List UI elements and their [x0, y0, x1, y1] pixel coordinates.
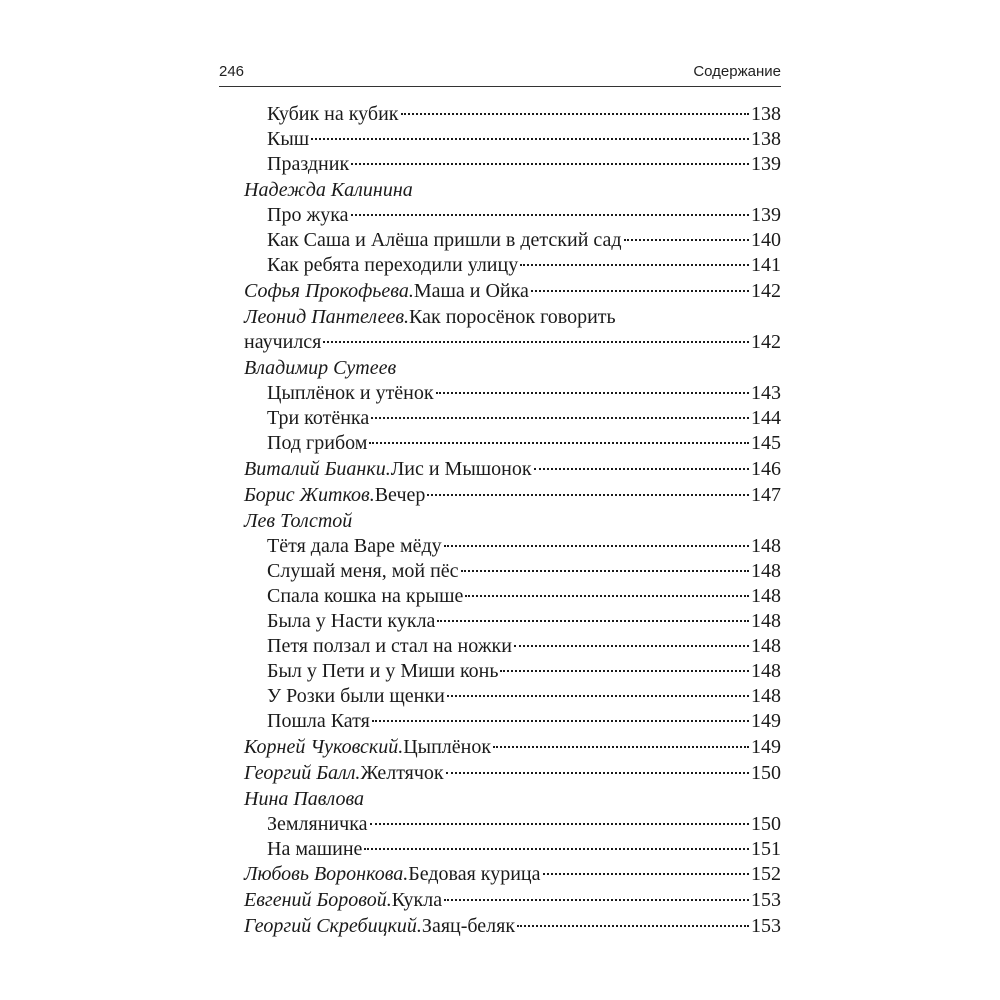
dot-leader — [520, 264, 749, 266]
entry-title: Спала кошка на крыше — [267, 585, 464, 607]
table-of-contents — [244, 102, 781, 939]
dot-leader — [436, 392, 749, 394]
toc-entry — [244, 203, 781, 228]
entry-page: 142 — [751, 280, 781, 302]
dot-leader — [364, 848, 749, 850]
entry-title: Слушай меня, мой пёс — [267, 560, 459, 582]
toc-entry — [244, 406, 781, 431]
entry-page: 149 — [751, 710, 781, 732]
toc-author-heading — [244, 356, 781, 381]
page-number: 246 — [219, 63, 245, 80]
entry-page: 147 — [751, 484, 781, 506]
dot-leader — [465, 595, 749, 597]
entry-page: 152 — [751, 863, 781, 885]
entry-title: научился — [244, 331, 322, 353]
toc-entry — [244, 914, 781, 939]
author-name: Владимир Сутеев — [244, 357, 397, 379]
dot-leader — [351, 163, 749, 165]
entry-page: 140 — [751, 229, 781, 251]
entry-title: Кубик на кубик — [267, 103, 399, 125]
entry-page: 142 — [751, 331, 781, 353]
dot-leader — [311, 138, 749, 140]
toc-entry — [244, 812, 781, 837]
entry-title: Как Саша и Алёша пришли в детский сад — [267, 229, 622, 251]
toc-entry — [244, 735, 781, 760]
running-head — [219, 60, 781, 86]
entry-page: 148 — [751, 635, 781, 657]
entry-page: 148 — [751, 535, 781, 557]
dot-leader — [444, 545, 749, 547]
entry-page: 146 — [751, 458, 781, 480]
author-name: Георгий Скребицкий. — [244, 915, 422, 937]
entry-page: 151 — [751, 838, 781, 860]
toc-author-heading — [244, 787, 781, 812]
entry-page: 148 — [751, 560, 781, 582]
author-name: Евгений Боровой. — [244, 889, 392, 911]
toc-entry — [244, 559, 781, 584]
author-name: Корней Чуковский. — [244, 736, 404, 758]
dot-leader — [534, 468, 749, 470]
entry-title: Была у Насти кукла — [267, 610, 436, 632]
entry-title: Бедовая курица — [408, 863, 541, 885]
entry-page: 138 — [751, 128, 781, 150]
entry-title: Маша и Ойка — [413, 280, 529, 302]
entry-page: 145 — [751, 432, 781, 454]
entry-page: 148 — [751, 685, 781, 707]
toc-entry — [244, 709, 781, 734]
toc-entry — [244, 609, 781, 634]
entry-title: Петя ползал и стал на ножки — [267, 635, 512, 657]
dot-leader — [514, 645, 749, 647]
toc-entry — [244, 253, 781, 278]
author-name: Борис Житков. — [244, 484, 375, 506]
author-name: Софья Прокофьева. — [244, 280, 414, 302]
entry-title: Был у Пети и у Миши конь — [267, 660, 499, 682]
toc-entry — [244, 659, 781, 684]
dot-leader — [427, 494, 749, 496]
entry-title: Как ребята переходили улицу — [267, 254, 519, 276]
toc-entry — [244, 127, 781, 152]
toc-entry — [244, 305, 781, 330]
toc-author-heading — [244, 178, 781, 203]
entry-page: 139 — [751, 153, 781, 175]
entry-title: Три котёнка — [267, 407, 370, 429]
entry-title: Кыш — [267, 128, 310, 150]
toc-entry-continuation — [244, 330, 781, 355]
dot-leader — [437, 620, 749, 622]
toc-entry — [244, 862, 781, 887]
entry-page: 144 — [751, 407, 781, 429]
dot-leader — [446, 772, 749, 774]
header-rule — [219, 86, 781, 87]
dot-leader — [447, 695, 749, 697]
toc-entry — [244, 684, 781, 709]
toc-entry — [244, 761, 781, 786]
entry-title: Кукла — [391, 889, 443, 911]
author-name: Любовь Воронкова. — [244, 863, 409, 885]
toc-entry — [244, 381, 781, 406]
toc-entry — [244, 228, 781, 253]
dot-leader — [372, 720, 749, 722]
entry-title: Цыплёнок и утёнок — [267, 382, 434, 404]
entry-page: 153 — [751, 889, 781, 911]
dot-leader — [493, 746, 749, 748]
dot-leader — [371, 417, 749, 419]
entry-title: Лис и Мышонок — [390, 458, 532, 480]
dot-leader — [401, 113, 749, 115]
entry-title: Под грибом — [267, 432, 368, 454]
toc-entry — [244, 483, 781, 508]
entry-page: 149 — [751, 736, 781, 758]
dot-leader — [624, 239, 749, 241]
entry-title: На машине — [267, 838, 363, 860]
entry-page: 141 — [751, 254, 781, 276]
entry-page: 150 — [751, 813, 781, 835]
entry-title: У Розки были щенки — [267, 685, 445, 707]
entry-title: Праздник — [267, 153, 350, 175]
toc-entry — [244, 888, 781, 913]
entry-page: 150 — [751, 762, 781, 784]
toc-entry — [244, 457, 781, 482]
author-name: Нина Павлова — [244, 788, 364, 810]
entry-title: Заяц-беляк — [421, 915, 516, 937]
toc-entry — [244, 837, 781, 862]
entry-title: Земляничка — [267, 813, 368, 835]
toc-entry — [244, 584, 781, 609]
dot-leader — [444, 899, 749, 901]
entry-page: 139 — [751, 204, 781, 226]
entry-page: 138 — [751, 103, 781, 125]
toc-entry — [244, 102, 781, 127]
dot-leader — [461, 570, 749, 572]
entry-title: Цыплёнок — [403, 736, 492, 758]
author-name: Леонид Пантелеев. — [244, 306, 410, 328]
dot-leader — [517, 925, 749, 927]
dot-leader — [543, 873, 750, 875]
author-name: Надежда Калинина — [244, 179, 413, 201]
entry-title: Тётя дала Варе мёду — [267, 535, 442, 557]
dot-leader — [323, 341, 749, 343]
author-name: Виталий Бианки. — [244, 458, 391, 480]
section-title: Содержание — [693, 63, 781, 80]
entry-page: 148 — [751, 610, 781, 632]
author-name: Лев Толстой — [244, 510, 353, 532]
entry-page: 148 — [751, 585, 781, 607]
entry-page: 143 — [751, 382, 781, 404]
toc-entry — [244, 634, 781, 659]
entry-title: Пошла Катя — [267, 710, 370, 732]
toc-entry — [244, 431, 781, 456]
entry-title: Как поросёнок говорить — [409, 306, 616, 328]
dot-leader — [351, 214, 749, 216]
toc-author-heading — [244, 509, 781, 534]
dot-leader — [370, 823, 750, 825]
entry-page: 153 — [751, 915, 781, 937]
toc-entry — [244, 279, 781, 304]
toc-entry — [244, 152, 781, 177]
dot-leader — [500, 670, 749, 672]
dot-leader — [531, 290, 749, 292]
entry-title: Желтячок — [360, 762, 444, 784]
author-name: Георгий Балл. — [244, 762, 361, 784]
toc-entry — [244, 534, 781, 559]
entry-page: 148 — [751, 660, 781, 682]
entry-title: Про жука — [267, 204, 349, 226]
dot-leader — [369, 442, 749, 444]
entry-title: Вечер — [374, 484, 426, 506]
